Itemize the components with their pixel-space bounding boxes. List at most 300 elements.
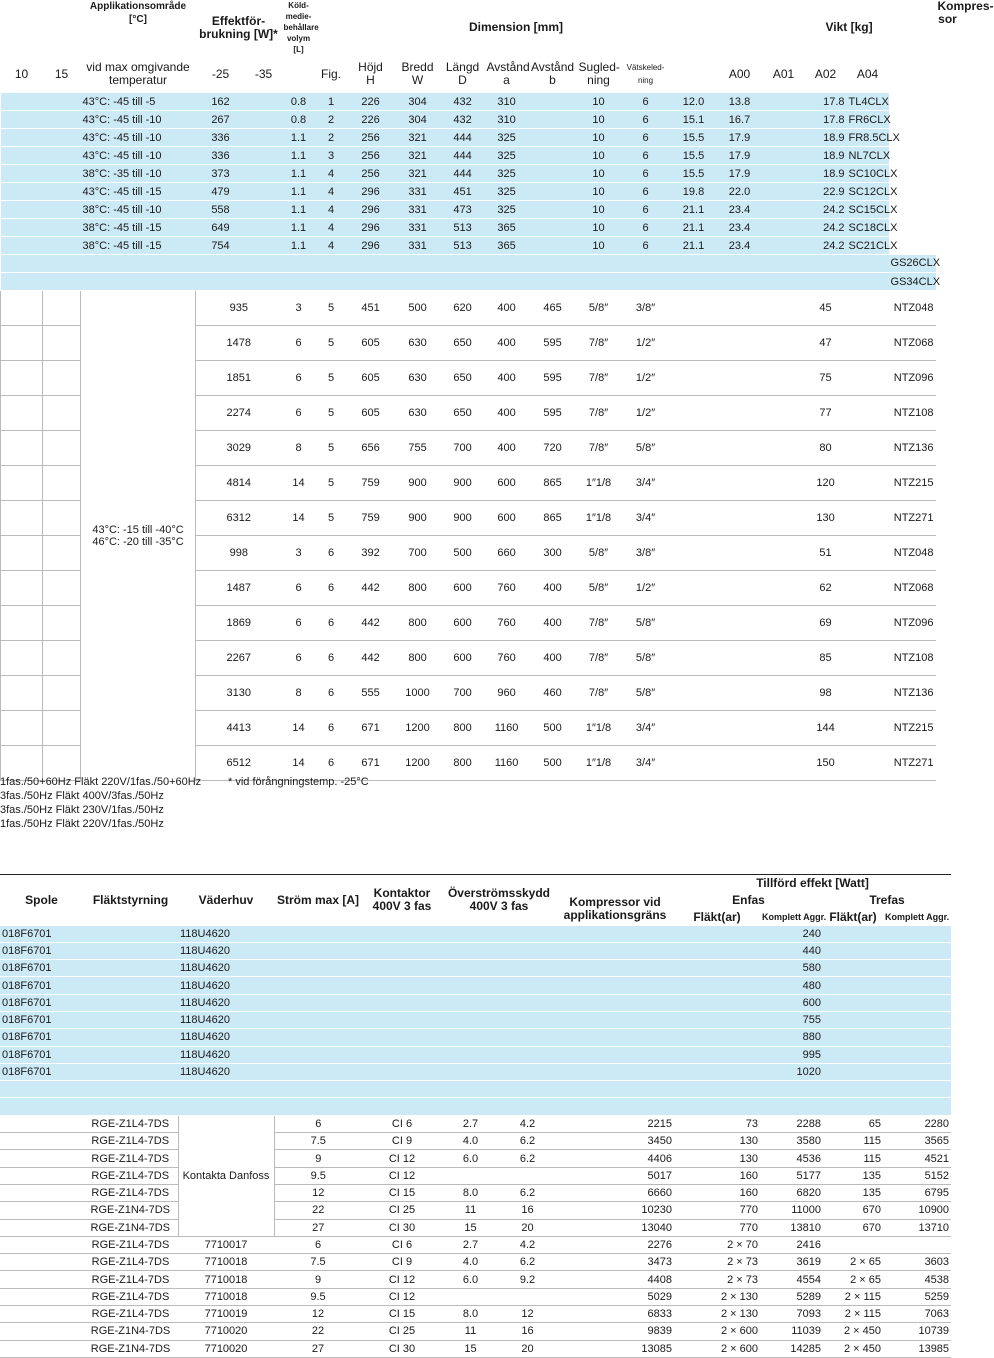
kompressor-vid-cell: 6833 — [556, 1306, 674, 1323]
avstand-b-cell: 500 — [529, 711, 577, 746]
note-line-1: 1fas./50+60Hz Fläkt 220V/1fas./50+60Hz — [0, 776, 202, 788]
a01-header: A01 — [772, 66, 795, 81]
spole-cell: 018F6701 — [0, 1046, 83, 1063]
bredd-cell: 331 — [395, 237, 441, 255]
avstand-a-cell: 600 — [485, 466, 529, 501]
avstand-b-cell: 595 — [529, 396, 577, 431]
note-line-4: 1fas./50Hz Fläkt 220V/1fas./50Hz — [0, 818, 164, 830]
enfas-flakt-cell: 73 — [674, 1115, 760, 1132]
trefas-komplett-cell: 5152 — [883, 1167, 951, 1184]
kontaktor-header: Kontaktor 400V 3 fas — [362, 875, 442, 926]
spole-cell: RGE-Z1L4-7DS — [83, 1306, 178, 1323]
empty-cell — [0, 1323, 83, 1340]
note-asterisk: * vid förångningstemp. -25°C — [228, 776, 369, 788]
overstrom-a-cell: 15 — [442, 1340, 499, 1357]
empty-cell — [196, 273, 246, 291]
fig-cell: 6 — [316, 746, 347, 781]
trefas-komplett-cell: 2280 — [883, 1115, 951, 1132]
effekt-cell: 336 — [196, 129, 246, 147]
empty-cell — [362, 1011, 442, 1028]
kontaktor-cell: CI 15 — [362, 1306, 442, 1323]
electrical-row — [0, 1063, 951, 1080]
empty-cell — [499, 994, 556, 1011]
empty-cell — [763, 183, 805, 201]
vatskeledning-cell: 3/8″ — [621, 536, 671, 571]
empty-cell — [671, 396, 717, 431]
spole-cell: RGE-Z1N4-7DS — [83, 1340, 178, 1357]
strom-cell: 9 — [274, 1271, 362, 1288]
electrical-row — [0, 1219, 951, 1236]
enfas-komplett-header: Komplett Aggr. — [762, 911, 827, 922]
enfas-komplett-cell: 440 — [760, 942, 823, 959]
empty-cell — [823, 1011, 883, 1028]
effekt-cell: 935 — [196, 291, 282, 326]
spec-row — [1, 129, 960, 147]
kompressor-cell: NTZ048 — [889, 291, 936, 326]
empty-cell — [442, 1046, 499, 1063]
empty-cell — [763, 396, 805, 431]
effekt-cell: 3029 — [196, 431, 282, 466]
empty-cell — [178, 1081, 274, 1098]
empty-cell — [717, 326, 763, 361]
electrical-spec-table — [0, 874, 960, 1358]
langd-cell: 620 — [441, 291, 485, 326]
empty-cell — [0, 1115, 83, 1132]
volym-cell: 8 — [282, 676, 316, 711]
empty-cell — [1, 273, 43, 291]
enfas-komplett-cell: 11039 — [760, 1323, 823, 1340]
a01-cell: 23.4 — [717, 201, 763, 219]
avstand-b-header: Avstånd b — [530, 60, 575, 87]
vatskeledning-header: Vätskeled- ning — [626, 63, 665, 85]
langd-cell: 650 — [441, 361, 485, 396]
effekt-cell: 4413 — [196, 711, 282, 746]
langd-cell: 473 — [441, 201, 485, 219]
enfas-flakt-cell: 2 × 70 — [674, 1236, 760, 1253]
empty-cell — [883, 1046, 951, 1063]
empty-cell — [763, 129, 805, 147]
empty-cell — [1, 676, 43, 711]
empty-cell — [556, 960, 674, 977]
bredd-cell: 500 — [395, 291, 441, 326]
langd-cell: 650 — [441, 396, 485, 431]
effekt-cell: 1487 — [196, 571, 282, 606]
overstrom-a-cell — [442, 1288, 499, 1305]
empty-cell — [763, 536, 805, 571]
kompressor-cell: NTZ068 — [889, 326, 936, 361]
spec-row — [1, 93, 960, 111]
empty-cell — [1, 111, 43, 129]
avstand-a-cell: 325 — [485, 129, 529, 147]
empty-cell — [1, 255, 43, 273]
vatskeledning-cell: 3/4″ — [621, 711, 671, 746]
volym-cell: 1.1 — [282, 219, 316, 237]
strom-cell: 22 — [274, 1323, 362, 1340]
empty-cell — [883, 942, 951, 959]
enfas-flakt-cell: 2 × 600 — [674, 1340, 760, 1357]
fig-cell: 4 — [316, 201, 347, 219]
kompressor-cell: SC12CLX — [847, 183, 889, 201]
empty-cell — [556, 1029, 674, 1046]
empty-cell — [883, 1011, 951, 1028]
overstrom-b-cell: 4.2 — [499, 1236, 556, 1253]
empty-cell — [83, 1011, 178, 1028]
empty-cell — [883, 926, 951, 943]
app-range-cell — [81, 291, 196, 781]
electrical-row — [0, 1306, 951, 1323]
enfas-komplett-cell: 3619 — [760, 1254, 823, 1271]
enfas-flakt-cell: 2 × 600 — [674, 1323, 760, 1340]
empty-cell — [671, 676, 717, 711]
empty-cell — [529, 255, 577, 273]
empty-cell — [805, 273, 847, 291]
effekt-cell: 373 — [196, 165, 246, 183]
enfas-flakt-cell: 130 — [674, 1133, 760, 1150]
trefas-komplett-cell: 13985 — [883, 1340, 951, 1357]
empty-cell — [883, 977, 951, 994]
hojd-cell: 442 — [347, 571, 395, 606]
enfas-flakt-cell: 770 — [674, 1202, 760, 1219]
empty-cell — [83, 1029, 178, 1046]
strom-cell: 6 — [274, 1115, 362, 1132]
app-area-header: Applikationsområde [°C] — [89, 1, 187, 25]
empty-cell — [717, 501, 763, 536]
bredd-cell: 331 — [395, 183, 441, 201]
overstrom-a-cell: 11 — [442, 1202, 499, 1219]
bredd-cell: 1200 — [395, 711, 441, 746]
enfas-flakt-cell: 160 — [674, 1184, 760, 1201]
kompressor-cell: NTZ136 — [889, 431, 936, 466]
vikt-cell: 45 — [805, 291, 847, 326]
empty-cell — [883, 960, 951, 977]
empty-cell — [43, 711, 81, 746]
kompressor-vid-cell: 13085 — [556, 1340, 674, 1357]
empty-cell — [577, 273, 621, 291]
empty-cell — [529, 147, 577, 165]
avstand-b-cell: 400 — [529, 571, 577, 606]
vatskeledning-cell: 6 — [621, 129, 671, 147]
empty-cell — [362, 1029, 442, 1046]
enfas-komplett-cell: 4554 — [760, 1271, 823, 1288]
vikt-cell: 98 — [805, 676, 847, 711]
avstand-a-cell: 325 — [485, 147, 529, 165]
spec-row — [1, 147, 960, 165]
empty-cell — [347, 273, 395, 291]
enfas-komplett-cell: 6820 — [760, 1184, 823, 1201]
spole-cell: RGE-Z1N4-7DS — [83, 1323, 178, 1340]
spole-cell: RGE-Z1L4-7DS — [83, 1184, 178, 1201]
spec-row — [1, 255, 960, 273]
app-range-cell: 38°C: -45 till -15 — [81, 237, 196, 255]
kontaktor-cell: CI 12 — [362, 1167, 442, 1184]
electrical-row — [0, 1150, 951, 1167]
empty-cell — [246, 129, 282, 147]
empty-cell — [316, 255, 347, 273]
hojd-cell: 442 — [347, 641, 395, 676]
empty-cell — [1, 466, 43, 501]
trefas-komplett-cell: 10739 — [883, 1323, 951, 1340]
empty-cell — [83, 994, 178, 1011]
avstand-b-cell: 300 — [529, 536, 577, 571]
hojd-cell: 605 — [347, 326, 395, 361]
fig-cell: 4 — [316, 219, 347, 237]
langd-cell: 513 — [441, 219, 485, 237]
a00-cell: 21.1 — [671, 219, 717, 237]
hojd-cell: 759 — [347, 501, 395, 536]
app-range-cell: 38°C: -35 till -10 — [81, 165, 196, 183]
empty-cell — [43, 431, 81, 466]
trefas-komplett-cell: 4521 — [883, 1150, 951, 1167]
enfas-komplett-cell: 5177 — [760, 1167, 823, 1184]
empty-cell — [0, 1236, 83, 1253]
electrical-row — [0, 1167, 951, 1184]
electrical-row — [0, 960, 951, 977]
empty-cell — [246, 237, 282, 255]
volym-cell: 1.1 — [282, 165, 316, 183]
vatskeledning-cell: 1/2″ — [621, 326, 671, 361]
a00-cell: 15.5 — [671, 165, 717, 183]
avstand-a-cell: 760 — [485, 641, 529, 676]
enfas-komplett-cell: 600 — [760, 994, 823, 1011]
vatskeledning-cell: 1/2″ — [621, 571, 671, 606]
a01-cell: 22.0 — [717, 183, 763, 201]
empty-cell — [763, 255, 805, 273]
empty-cell — [499, 977, 556, 994]
empty-cell — [83, 1063, 178, 1080]
kompressor-cell: SC21CLX — [847, 237, 889, 255]
vikt-cell: 120 — [805, 466, 847, 501]
empty-cell — [1, 165, 43, 183]
empty-cell — [847, 501, 889, 536]
kompressor-vid-cell: 3473 — [556, 1254, 674, 1271]
fig-cell: 5 — [316, 361, 347, 396]
kompressor-cell: GS26CLX — [889, 255, 936, 273]
note-line-2: 3fas./50Hz Fläkt 400V/3fas./50Hz — [0, 790, 164, 802]
fig-cell: 5 — [316, 396, 347, 431]
bredd-cell: 1200 — [395, 746, 441, 781]
a00-header: A00 — [728, 66, 751, 81]
empty-cell — [282, 273, 316, 291]
kompressor-cell: NTZ096 — [889, 361, 936, 396]
enfas-komplett-cell: 2416 — [760, 1236, 823, 1253]
vikt-cell: 80 — [805, 431, 847, 466]
spole-cell: RGE-Z1N4-7DS — [83, 1202, 178, 1219]
sugledning-cell: 10 — [577, 183, 621, 201]
fig-cell: 6 — [316, 641, 347, 676]
fig-cell: 5 — [316, 466, 347, 501]
volym-cell: 1.1 — [282, 147, 316, 165]
hojd-header: Höjd H — [358, 60, 383, 87]
bredd-cell: 321 — [395, 165, 441, 183]
empty-cell — [763, 711, 805, 746]
enfas-komplett-cell: 7093 — [760, 1306, 823, 1323]
empty-cell — [1, 129, 43, 147]
fig-header: Fig. — [321, 66, 342, 81]
kompressor-vid-cell: 4406 — [556, 1150, 674, 1167]
spole-cell: 018F6701 — [0, 926, 83, 943]
empty-cell — [529, 129, 577, 147]
langd-header: Längd D — [445, 60, 480, 87]
empty-cell — [556, 1046, 674, 1063]
spole-cell: 018F6701 — [0, 942, 83, 959]
langd-cell: 513 — [441, 237, 485, 255]
spec-row — [1, 111, 960, 129]
spec-row — [1, 237, 960, 255]
trefas-flakt-cell: 2 × 450 — [823, 1340, 883, 1357]
trefas-flakt-cell: 135 — [823, 1184, 883, 1201]
empty-cell — [43, 129, 81, 147]
empty-cell — [823, 1081, 883, 1098]
effekt-25-header: -25 — [211, 66, 230, 81]
empty-cell — [362, 960, 442, 977]
empty-cell — [671, 641, 717, 676]
note-line-3: 3fas./50Hz Fläkt 230V/1fas./50Hz — [0, 804, 164, 816]
kompressor-cell: NTZ136 — [889, 676, 936, 711]
empty-cell — [81, 273, 196, 291]
empty-cell — [0, 1271, 83, 1288]
empty-cell — [274, 942, 362, 959]
volym-cell: 14 — [282, 501, 316, 536]
kontaktor-cell: CI 25 — [362, 1323, 442, 1340]
vaderhuv-cell: 7710019 — [178, 1306, 274, 1323]
empty-cell — [763, 93, 805, 111]
empty-cell — [83, 1098, 178, 1115]
empty-cell — [43, 183, 81, 201]
empty-cell — [529, 183, 577, 201]
a04-cell: 24.2 — [805, 201, 847, 219]
empty-cell — [763, 291, 805, 326]
effekt-cell: 998 — [196, 536, 282, 571]
a01-cell: 23.4 — [717, 237, 763, 255]
empty-cell — [83, 960, 178, 977]
empty-cell — [674, 977, 760, 994]
empty-cell — [441, 273, 485, 291]
empty-cell — [823, 942, 883, 959]
empty-cell — [1, 536, 43, 571]
trefas-flakt-cell — [823, 1236, 883, 1253]
strom-cell: 9 — [274, 1150, 362, 1167]
vatskeledning-cell: 5/8″ — [621, 641, 671, 676]
avstand-b-cell: 460 — [529, 676, 577, 711]
kompressor-vid-cell: 5017 — [556, 1167, 674, 1184]
vaderhuv-cell: 7710017 — [178, 1236, 274, 1253]
empty-cell — [499, 960, 556, 977]
empty-cell — [763, 237, 805, 255]
trefas-komplett-header: Komplett Aggr. — [885, 911, 950, 922]
enfas-komplett-cell: 480 — [760, 977, 823, 994]
empty-cell — [847, 431, 889, 466]
volym-cell: 8 — [282, 431, 316, 466]
empty-cell — [760, 1081, 823, 1098]
a04-cell: 22.9 — [805, 183, 847, 201]
empty-cell — [83, 977, 178, 994]
langd-cell: 432 — [441, 111, 485, 129]
hojd-cell: 671 — [347, 711, 395, 746]
vikt-cell: 77 — [805, 396, 847, 431]
hojd-cell: 442 — [347, 606, 395, 641]
enfas-komplett-cell: 11000 — [760, 1202, 823, 1219]
volym-cell: 3 — [282, 536, 316, 571]
empty-cell — [499, 1063, 556, 1080]
empty-cell — [441, 255, 485, 273]
empty-cell — [823, 1029, 883, 1046]
temp-10-header: 10 — [14, 66, 29, 81]
electrical-row — [0, 977, 951, 994]
enfas-flakt-cell: 2 × 73 — [674, 1254, 760, 1271]
empty-cell — [674, 1098, 760, 1115]
spole-cell: RGE-Z1L4-7DS — [83, 1133, 178, 1150]
avstand-a-cell: 325 — [485, 201, 529, 219]
vatskeledning-cell: 6 — [621, 93, 671, 111]
sugledning-cell: 1″1/8 — [577, 466, 621, 501]
enfas-flakt-cell: 160 — [674, 1167, 760, 1184]
empty-cell — [499, 1098, 556, 1115]
empty-cell — [556, 926, 674, 943]
empty-cell — [717, 431, 763, 466]
fig-cell: 6 — [316, 711, 347, 746]
empty-cell — [556, 942, 674, 959]
langd-cell: 800 — [441, 746, 485, 781]
trefas-komplett-cell: 3565 — [883, 1133, 951, 1150]
app-range-cell: 43°C: -45 till -10 — [81, 129, 196, 147]
empty-cell — [43, 326, 81, 361]
vatskeledning-cell: 3/8″ — [621, 291, 671, 326]
empty-cell — [246, 147, 282, 165]
a04-cell: 17.8 — [805, 111, 847, 129]
empty-cell — [1, 431, 43, 466]
empty-cell — [362, 994, 442, 1011]
strom-cell: 7.5 — [274, 1133, 362, 1150]
empty-cell — [274, 960, 362, 977]
vikt-cell: 150 — [805, 746, 847, 781]
electrical-row — [0, 1011, 951, 1028]
spole-cell: RGE-Z1L4-7DS — [83, 1288, 178, 1305]
avstand-a-cell: 760 — [485, 606, 529, 641]
empty-cell — [671, 326, 717, 361]
vatskeledning-cell: 5/8″ — [621, 676, 671, 711]
overstrom-b-cell: 20 — [499, 1340, 556, 1357]
empty-cell — [674, 1046, 760, 1063]
empty-cell — [717, 361, 763, 396]
empty-cell — [43, 291, 81, 326]
empty-cell — [43, 536, 81, 571]
trefas-komplett-cell: 13710 — [883, 1219, 951, 1236]
electrical-row — [0, 1236, 951, 1253]
vatskeledning-cell: 5/8″ — [621, 431, 671, 466]
empty-cell — [674, 942, 760, 959]
volym-cell: 6 — [282, 606, 316, 641]
app-range-line-1: 43°C: -15 till -40°C — [92, 523, 184, 536]
a00-cell: 19.8 — [671, 183, 717, 201]
langd-cell: 900 — [441, 501, 485, 536]
empty-cell — [442, 1063, 499, 1080]
avstand-b-cell: 595 — [529, 326, 577, 361]
hojd-cell: 555 — [347, 676, 395, 711]
hojd-cell: 226 — [347, 93, 395, 111]
effekt-cell: 336 — [196, 147, 246, 165]
fig-cell: 6 — [316, 536, 347, 571]
sugledning-cell: 10 — [577, 147, 621, 165]
avstand-b-cell: 865 — [529, 501, 577, 536]
spole-cell: 018F6701 — [0, 960, 83, 977]
empty-cell — [823, 926, 883, 943]
empty-cell — [671, 273, 717, 291]
sugledning-cell: 1″1/8 — [577, 501, 621, 536]
overstrom-a-cell: 6.0 — [442, 1150, 499, 1167]
spole-cell: 018F6701 — [0, 994, 83, 1011]
empty-cell — [1, 147, 43, 165]
empty-cell — [763, 201, 805, 219]
